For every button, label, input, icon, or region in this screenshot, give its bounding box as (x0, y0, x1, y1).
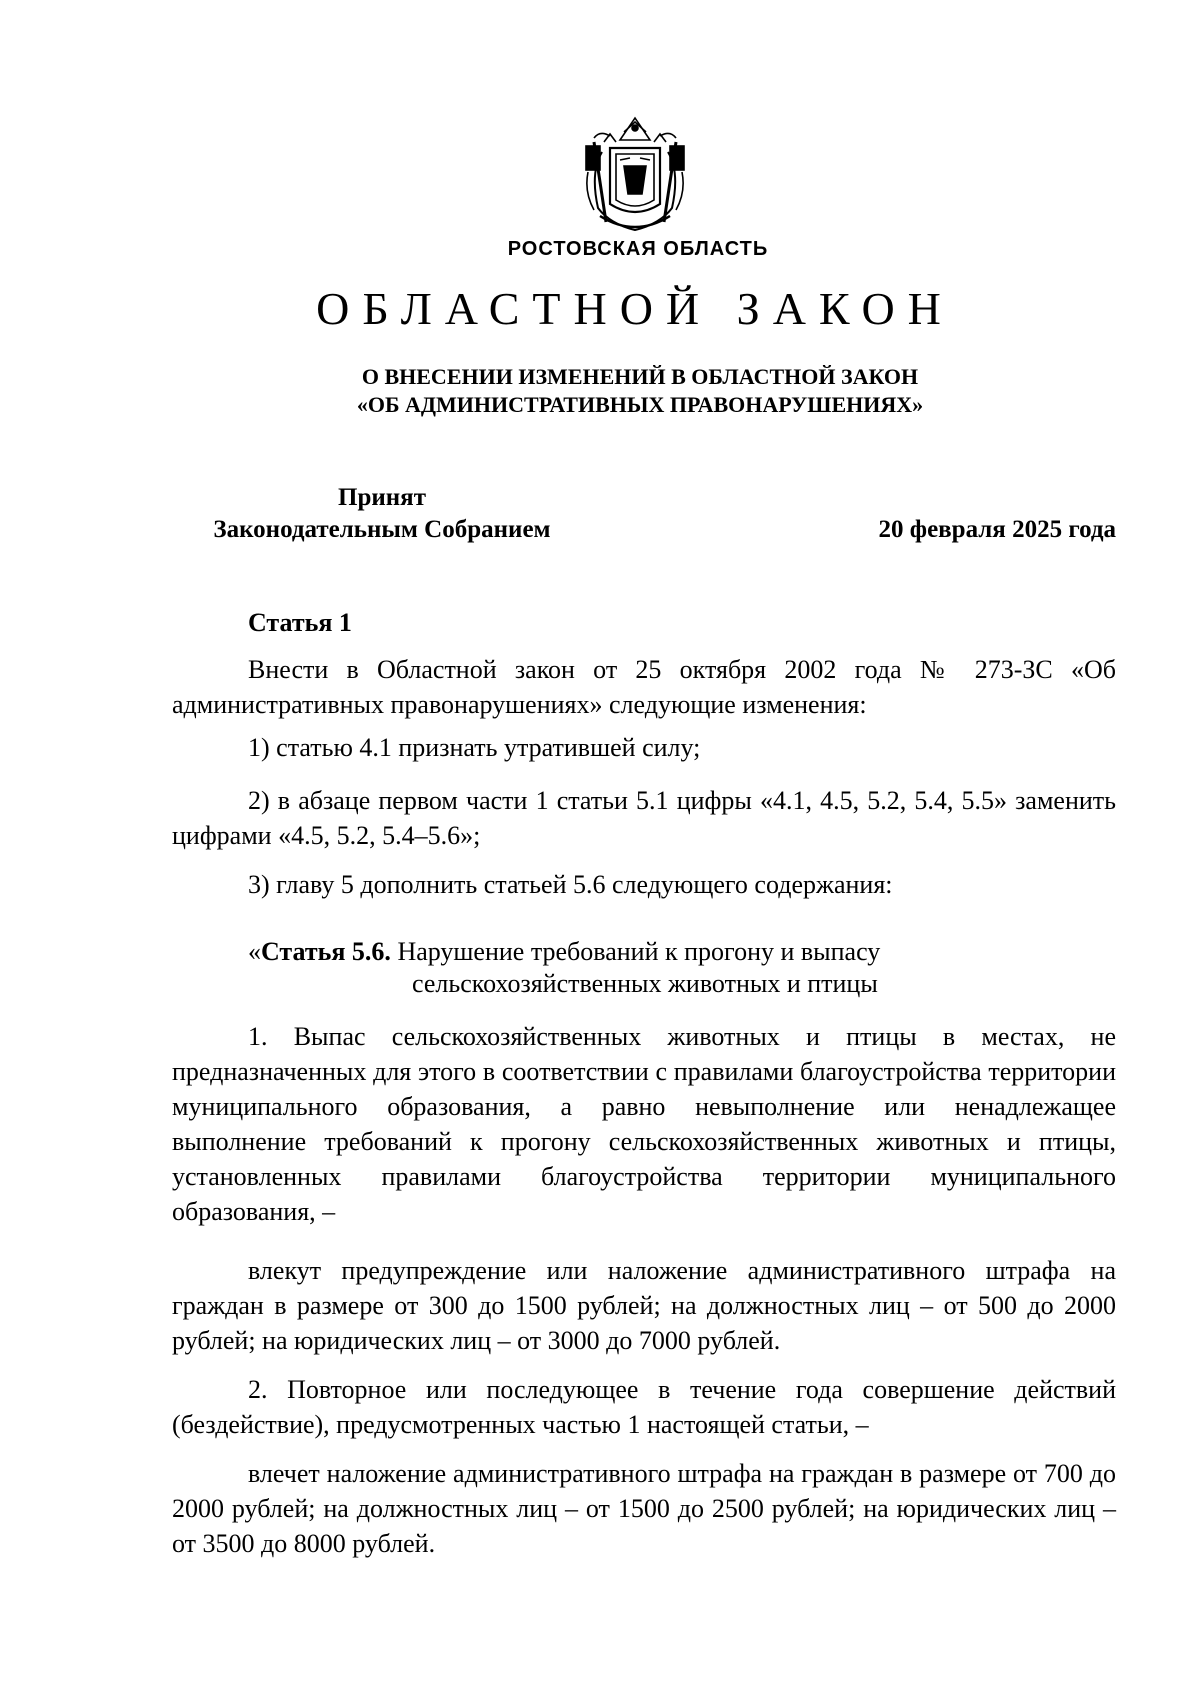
article-1-item-1 (172, 730, 1116, 765)
paragraph: 2. Повторное или последующее в течение года совершение действий (бездействие), предусмотренных частью 1 настоящей статьи, – (172, 1375, 1116, 1439)
article-5-6-part-1 (172, 1019, 1116, 1229)
article-5-6-sanction-1 (172, 1253, 1116, 1358)
adoption-block (172, 482, 592, 546)
article-5-6-part-2 (172, 1372, 1116, 1442)
article-5-6-number: Статья 5.6. (261, 937, 391, 966)
law-type-heading: ОБЛАСТНОЙ ЗАКОН (316, 283, 954, 334)
law-title-line-2: «ОБ АДМИНИСТРАТИВНЫХ ПРАВОНАРУШЕНИЯХ» (356, 392, 924, 417)
article-5-6-title-line-1: Нарушение требований к прогону и выпасу (390, 937, 881, 966)
paragraph: Внести в Областной закон от 25 октября 2002 года № 273-ЗС «Об административных правонарушениях» следующие изменения: (172, 655, 1116, 719)
adoption-date: 20 февраля 2025 года (878, 516, 1116, 543)
article-1-item-3 (172, 867, 1116, 902)
paragraph: 1. Выпас сельскохозяйственных животных и птицы в местах, не предназначенных для этого в соответствии с правилами благоустройства территории муниципального образования, а равно невыполнение или ненадлежащее выполнение требований к прогону сельскохозяйственных животных и птицы, установленных правилами благоустройства территории муниципального образования, – (172, 1022, 1116, 1226)
article-5-6-heading (248, 936, 880, 1000)
region-name: РОСТОВСКАЯ ОБЛАСТЬ (507, 238, 769, 260)
paragraph: 2) в абзаце первом части 1 статьи 5.1 цифры «4.1, 4.5, 5.2, 5.4, 5.5» заменить цифрами «4.5, 5.2, 5.4–5.6»; (172, 786, 1116, 850)
heading-open-quote: « (248, 937, 261, 966)
article-5-6-sanction-2 (172, 1456, 1116, 1561)
coat-of-arms-icon (580, 112, 690, 236)
paragraph: влечет наложение административного штрафа на граждан в размере от 700 до 2000 рублей; на должностных лиц – от 1500 до 2500 рублей; на юридических лиц – от 3500 до 8000 рублей. (172, 1459, 1116, 1558)
adoption-line-2: Законодательным Собранием (213, 516, 551, 543)
article-1-item-2 (172, 783, 1116, 853)
article-1-heading: Статья 1 (248, 608, 352, 637)
adoption-line-1: Принят (338, 484, 426, 511)
article-5-6-title-line-2: сельскохозяйственных животных и птицы (412, 969, 878, 998)
article-1-intro (172, 652, 1116, 722)
paragraph: 1) статью 4.1 признать утратившей силу; (248, 733, 701, 762)
law-title-line-1: О ВНЕСЕНИИ ИЗМЕНЕНИЙ В ОБЛАСТНОЙ ЗАКОН (361, 364, 919, 389)
paragraph: влекут предупреждение или наложение административного штрафа на граждан в размере от 300 до 1500 рублей; на должностных лиц – от 500 до 2000 рублей; на юридических лиц – от 3000 до 7000 рублей. (172, 1256, 1116, 1355)
law-title (0, 363, 1200, 419)
paragraph: 3) главу 5 дополнить статьей 5.6 следующего содержания: (248, 870, 893, 899)
